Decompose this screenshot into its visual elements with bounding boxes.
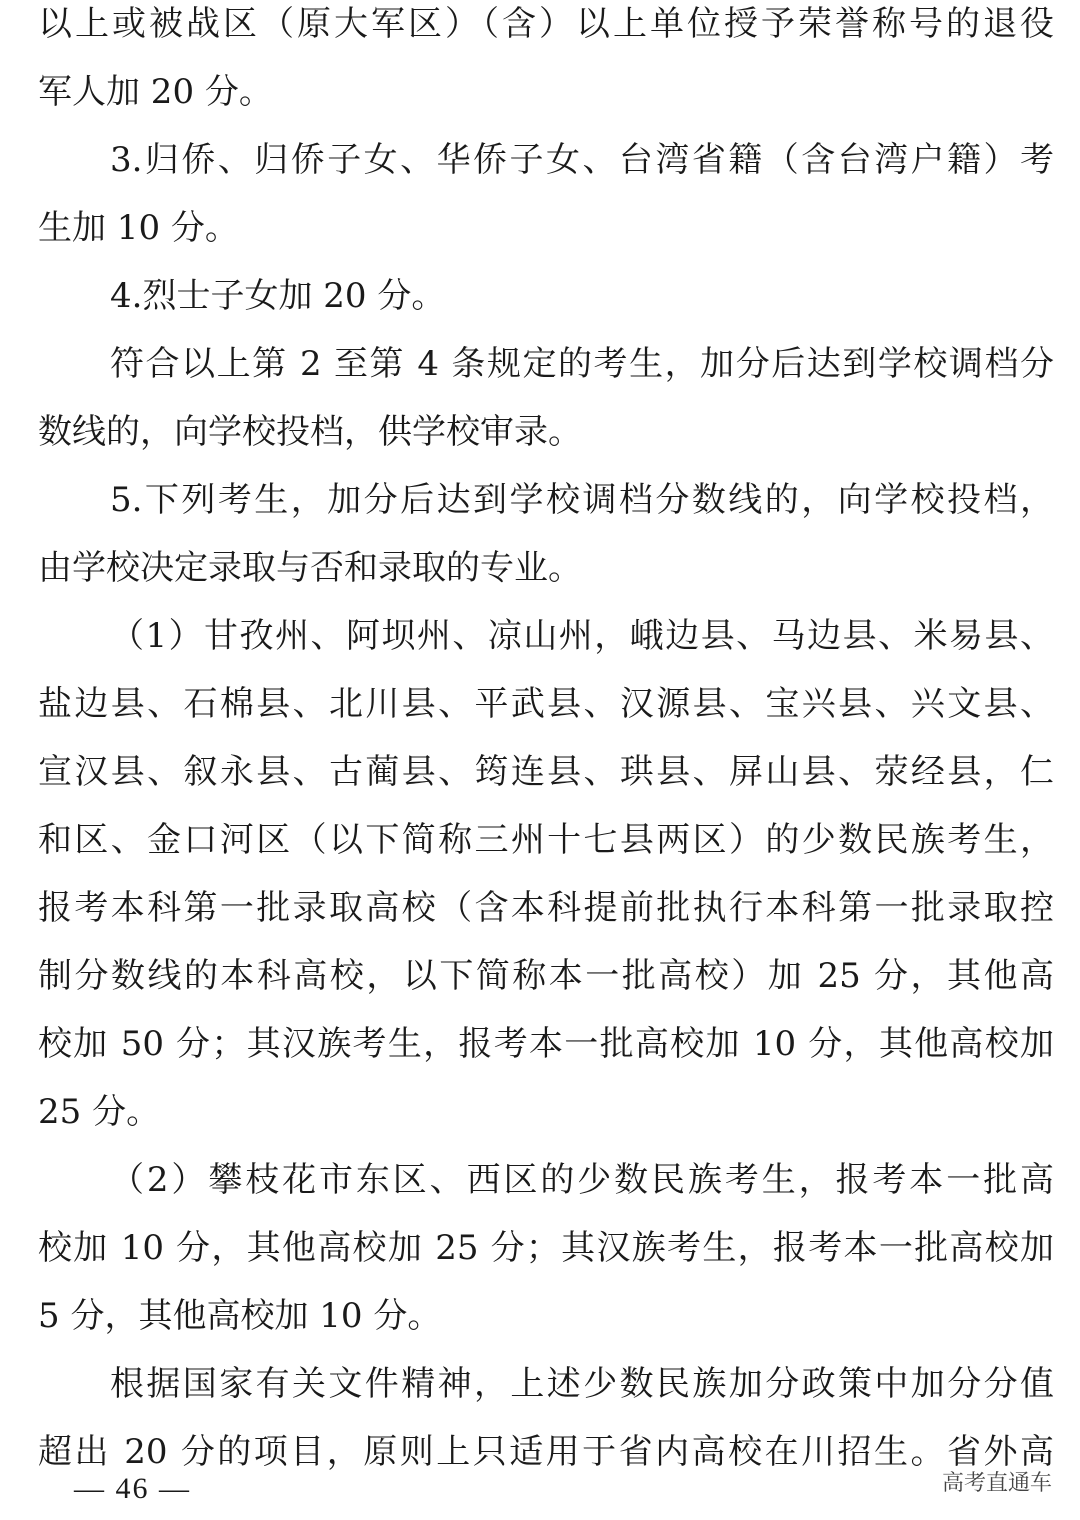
text-line: 制分数线的本科高校，以下简称本一批高校）加 25 分，其他高 xyxy=(38,956,1054,996)
text-line: 宣汉县、叙永县、古蔺县、筠连县、珙县、屏山县、荥经县，仁 xyxy=(38,752,1054,792)
text-line: 25 分。 xyxy=(38,1092,161,1132)
text-line: 根据国家有关文件精神，上述少数民族加分政策中加分分值 xyxy=(110,1364,1054,1404)
text-line: 生加 10 分。 xyxy=(38,208,239,248)
text-line: 符合以上第 2 至第 4 条规定的考生，加分后达到学校调档分 xyxy=(110,344,1054,384)
text-line: （2）攀枝花市东区、西区的少数民族考生，报考本一批高 xyxy=(110,1160,1054,1200)
text-line: （1）甘孜州、阿坝州、凉山州，峨边县、马边县、米易县、 xyxy=(110,616,1054,656)
text-line: 3.归侨、归侨子女、华侨子女、台湾省籍（含台湾户籍）考 xyxy=(110,140,1054,180)
text-line: 5 分，其他高校加 10 分。 xyxy=(38,1296,442,1336)
text-line: 校加 50 分；其汉族考生，报考本一批高校加 10 分，其他高校加 xyxy=(38,1024,1054,1064)
watermark: 高考直通车 xyxy=(941,1471,1052,1496)
text-line: 以上或被战区（原大军区）（含）以上单位授予荣誉称号的退役 xyxy=(38,4,1054,44)
text-line: 和区、金口河区（以下简称三州十七县两区）的少数民族考生， xyxy=(38,820,1054,860)
document-page xyxy=(38,0,1058,1486)
text-line: 校加 10 分，其他高校加 25 分；其汉族考生，报考本一批高校加 xyxy=(38,1228,1054,1268)
text-line: 4.烈士子女加 20 分。 xyxy=(110,276,446,316)
text-line: 5.下列考生，加分后达到学校调档分数线的，向学校投档， xyxy=(110,480,1054,520)
text-line: 数线的，向学校投档，供学校审录。 xyxy=(38,412,582,452)
text-line: 军人加 20 分。 xyxy=(38,72,273,112)
page-number: — 46 — xyxy=(74,1472,191,1505)
text-line: 报考本科第一批录取高校（含本科提前批执行本科第一批录取控 xyxy=(38,888,1054,928)
text-line: 盐边县、石棉县、北川县、平武县、汉源县、宝兴县、兴文县、 xyxy=(38,684,1054,724)
text-line: 由学校决定录取与否和录取的专业。 xyxy=(38,548,582,588)
text-line: 超出 20 分的项目，原则上只适用于省内高校在川招生。省外高 xyxy=(38,1432,1054,1472)
